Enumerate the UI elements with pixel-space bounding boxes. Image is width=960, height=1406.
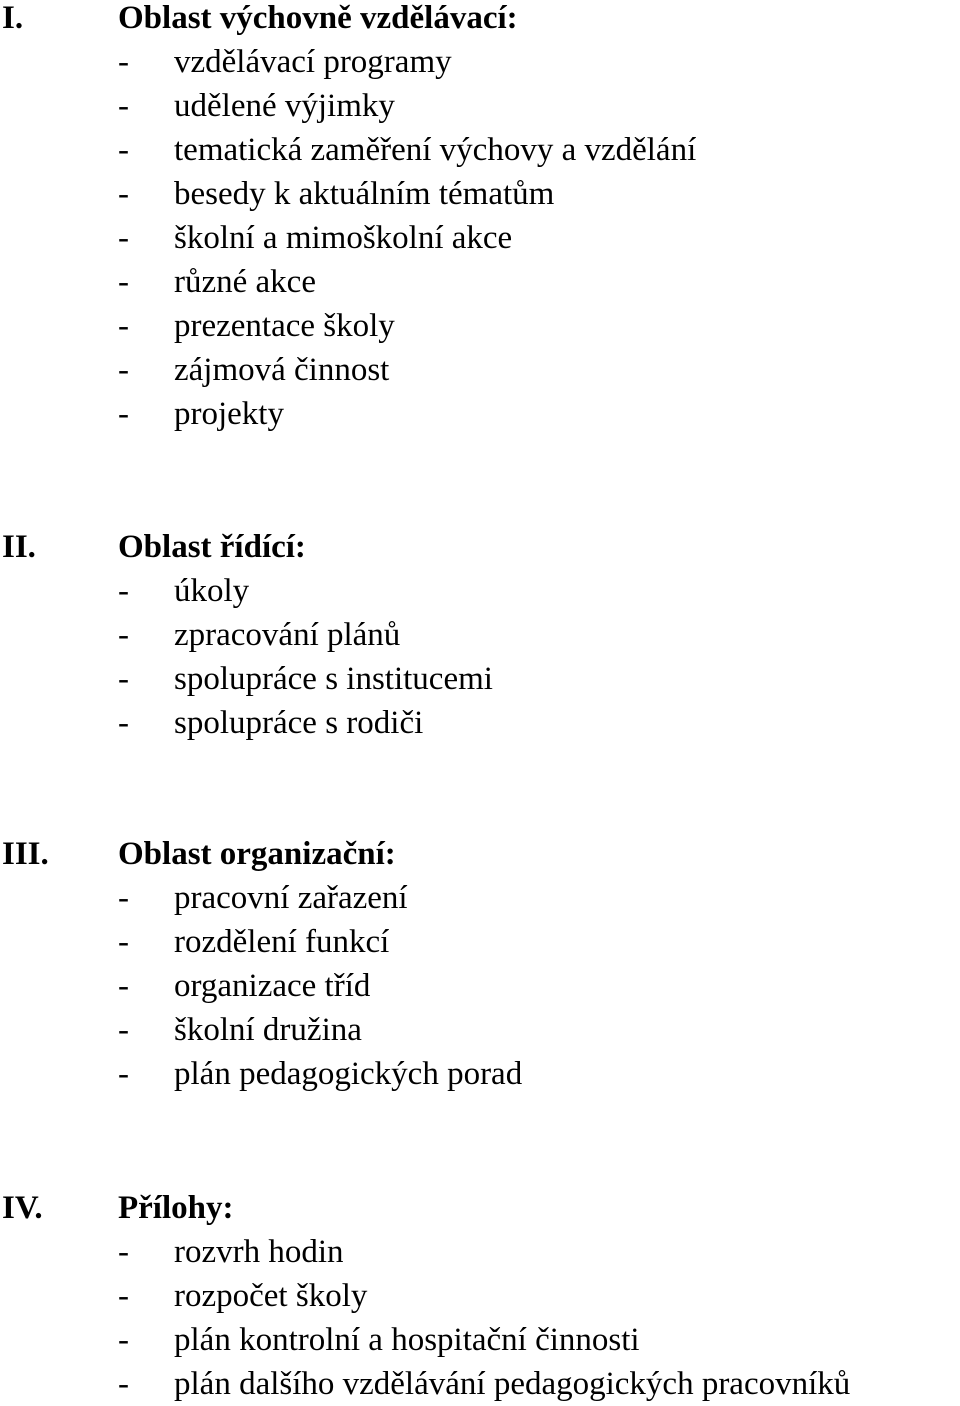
- list-item-text: zpracování plánů: [174, 617, 401, 653]
- list-item-text: organizace tříd: [174, 968, 371, 1004]
- bullet-dash: -: [118, 1278, 129, 1314]
- section-numeral: IV.: [2, 1190, 43, 1226]
- section-heading: Oblast řídící:: [118, 529, 306, 565]
- list-item-text: zájmová činnost: [174, 352, 390, 388]
- list-item-text: školní a mimoškolní akce: [174, 220, 513, 256]
- bullet-dash: -: [118, 573, 129, 609]
- list-item-text: plán dalšího vzdělávání pedagogických pracovníků: [174, 1366, 851, 1402]
- section-1: [0, 0, 960, 436]
- list-item: [0, 1274, 960, 1318]
- list-item-text: plán pedagogických porad: [174, 1056, 523, 1092]
- list-item-text: vzdělávací programy: [174, 44, 452, 80]
- bullet-dash: -: [118, 661, 129, 697]
- list-item-text: různé akce: [174, 264, 316, 300]
- section-heading: Oblast výchovně vzdělávací:: [118, 0, 518, 36]
- section-3: [0, 832, 960, 1096]
- list-item: [0, 1008, 960, 1052]
- list-item: [0, 657, 960, 701]
- bullet-dash: -: [118, 880, 129, 916]
- list-item: [0, 216, 960, 260]
- list-item-text: školní družina: [174, 1012, 362, 1048]
- section-numeral: I.: [2, 0, 24, 36]
- section-heading: Přílohy:: [118, 1190, 234, 1226]
- list-item: [0, 613, 960, 657]
- bullet-dash: -: [118, 264, 129, 300]
- list-item: [0, 260, 960, 304]
- bullet-dash: -: [118, 617, 129, 653]
- list-item-text: spolupráce s rodiči: [174, 705, 424, 741]
- list-item-text: rozpočet školy: [174, 1278, 368, 1314]
- list-item-text: tematická zaměření výchovy a vzdělání: [174, 132, 697, 168]
- list-item: [0, 392, 960, 436]
- bullet-dash: -: [118, 88, 129, 124]
- section-numeral: II.: [2, 529, 36, 565]
- list-item-text: besedy k aktuálním tématům: [174, 176, 555, 212]
- list-item-text: udělené výjimky: [174, 88, 395, 124]
- section-header: [0, 525, 960, 569]
- bullet-dash: -: [118, 1012, 129, 1048]
- bullet-dash: -: [118, 924, 129, 960]
- bullet-dash: -: [118, 220, 129, 256]
- list-item-text: spolupráce s institucemi: [174, 661, 493, 697]
- section-header: [0, 0, 960, 40]
- list-item: [0, 964, 960, 1008]
- list-item-text: rozvrh hodin: [174, 1234, 344, 1270]
- section-2: [0, 525, 960, 745]
- bullet-dash: -: [118, 176, 129, 212]
- section-header: [0, 832, 960, 876]
- list-item-text: pracovní zařazení: [174, 880, 408, 916]
- list-item: [0, 1052, 960, 1096]
- bullet-dash: -: [118, 1234, 129, 1270]
- bullet-dash: -: [118, 1322, 129, 1358]
- list-item: [0, 84, 960, 128]
- section-heading: Oblast organizační:: [118, 836, 396, 872]
- list-item: [0, 348, 960, 392]
- section-numeral: III.: [2, 836, 49, 872]
- section-4: [0, 1186, 960, 1406]
- bullet-dash: -: [118, 1366, 129, 1402]
- list-item: [0, 1230, 960, 1274]
- list-item-text: prezentace školy: [174, 308, 395, 344]
- list-item: [0, 920, 960, 964]
- list-item: [0, 40, 960, 84]
- list-item: [0, 304, 960, 348]
- bullet-dash: -: [118, 352, 129, 388]
- list-item: [0, 1362, 960, 1406]
- list-item-text: projekty: [174, 396, 284, 432]
- list-item-text: plán kontrolní a hospitační činnosti: [174, 1322, 640, 1358]
- list-item: [0, 701, 960, 745]
- section-header: [0, 1186, 960, 1230]
- bullet-dash: -: [118, 308, 129, 344]
- list-item: [0, 128, 960, 172]
- list-item-text: úkoly: [174, 573, 250, 609]
- list-item-text: rozdělení funkcí: [174, 924, 390, 960]
- bullet-dash: -: [118, 396, 129, 432]
- bullet-dash: -: [118, 968, 129, 1004]
- bullet-dash: -: [118, 1056, 129, 1092]
- list-item: [0, 1318, 960, 1362]
- list-item: [0, 569, 960, 613]
- bullet-dash: -: [118, 132, 129, 168]
- bullet-dash: -: [118, 44, 129, 80]
- bullet-dash: -: [118, 705, 129, 741]
- list-item: [0, 172, 960, 216]
- list-item: [0, 876, 960, 920]
